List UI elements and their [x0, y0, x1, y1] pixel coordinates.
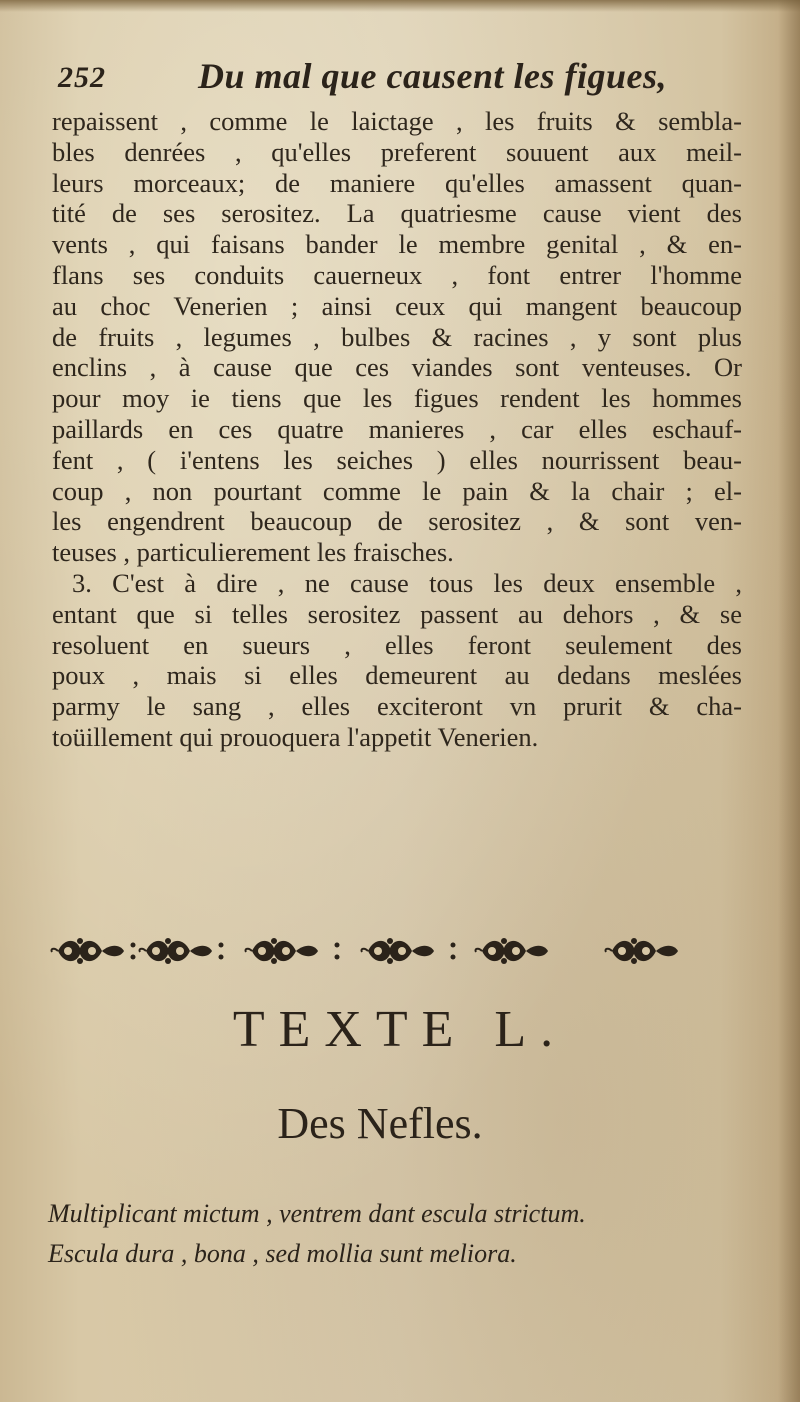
- text-line: de fruits , legumes , bulbes & racines , y sont plus: [52, 321, 742, 352]
- text-line: les engendrent beaucoup de serositez , & sont ven-: [52, 506, 742, 537]
- section-title: Des Nefles.: [277, 1099, 483, 1148]
- text-line: teuses , particulierement les fraisches.: [52, 537, 454, 568]
- paragraph: [52, 568, 742, 753]
- text-line: pour moy ie tiens que les figues rendent les hommes: [52, 383, 742, 414]
- latin-verse: [48, 1194, 748, 1274]
- text-line: poux , mais si elles demeurent au dedans meslées: [52, 660, 742, 691]
- text-line: vents , qui faisans bander le membre genital , & en-: [52, 229, 742, 260]
- ornament-band: [48, 930, 720, 972]
- text-line: parmy le sang , elles exciteront vn prurit & cha-: [52, 691, 742, 722]
- text-line: toüillement qui prouoquera l'appetit Venerien.: [52, 721, 539, 752]
- text-line: bles denrées , qu'elles preferent souuent aux meil-: [52, 136, 742, 167]
- text-line: tité de ses serositez. La quatriesme cause vient des: [52, 198, 742, 229]
- verse-line: Multiplicant mictum , ventrem dant escula strictum.: [48, 1199, 586, 1228]
- text-line: 3. C'est à dire , ne cause tous les deux ensemble ,: [72, 567, 742, 598]
- paragraph: [52, 106, 742, 568]
- text-line: flans ses conduits cauerneux , font entrer l'homme: [52, 259, 742, 290]
- text-line: paillards en ces quatre manieres , car elles eschauf-: [52, 413, 742, 444]
- page-header: [58, 55, 738, 103]
- text-line: enclins , à cause que ces viandes sont venteuses. Or: [52, 352, 742, 383]
- text-line: repaissent , comme le laictage , les fruits & sembla-: [52, 106, 742, 136]
- text-line: au choc Venerien ; ainsi ceux qui mangent beaucoup: [52, 290, 742, 321]
- verse-line: Escula dura , bona , sed mollia sunt meliora.: [48, 1239, 517, 1268]
- text-line: coup , non pourtant comme le pain & la chair ; el-: [52, 475, 742, 506]
- text-line: resoluent en sueurs , elles feront seulement des: [52, 629, 742, 660]
- page-number: 252: [58, 61, 106, 94]
- body-text: [52, 106, 742, 753]
- text-line: fent , ( i'entens les seiches ) elles nourrissent beau-: [52, 444, 742, 475]
- fleuron-ornament-icon: [48, 930, 720, 972]
- running-head: Du mal que causent les figues,: [198, 56, 668, 96]
- text-heading: TEXTE L.: [232, 1001, 568, 1058]
- text-line: entant que si telles serositez passent au dehors , & se: [52, 598, 742, 629]
- text-line: leurs morceaux; de maniere qu'elles amassent quan-: [52, 167, 742, 198]
